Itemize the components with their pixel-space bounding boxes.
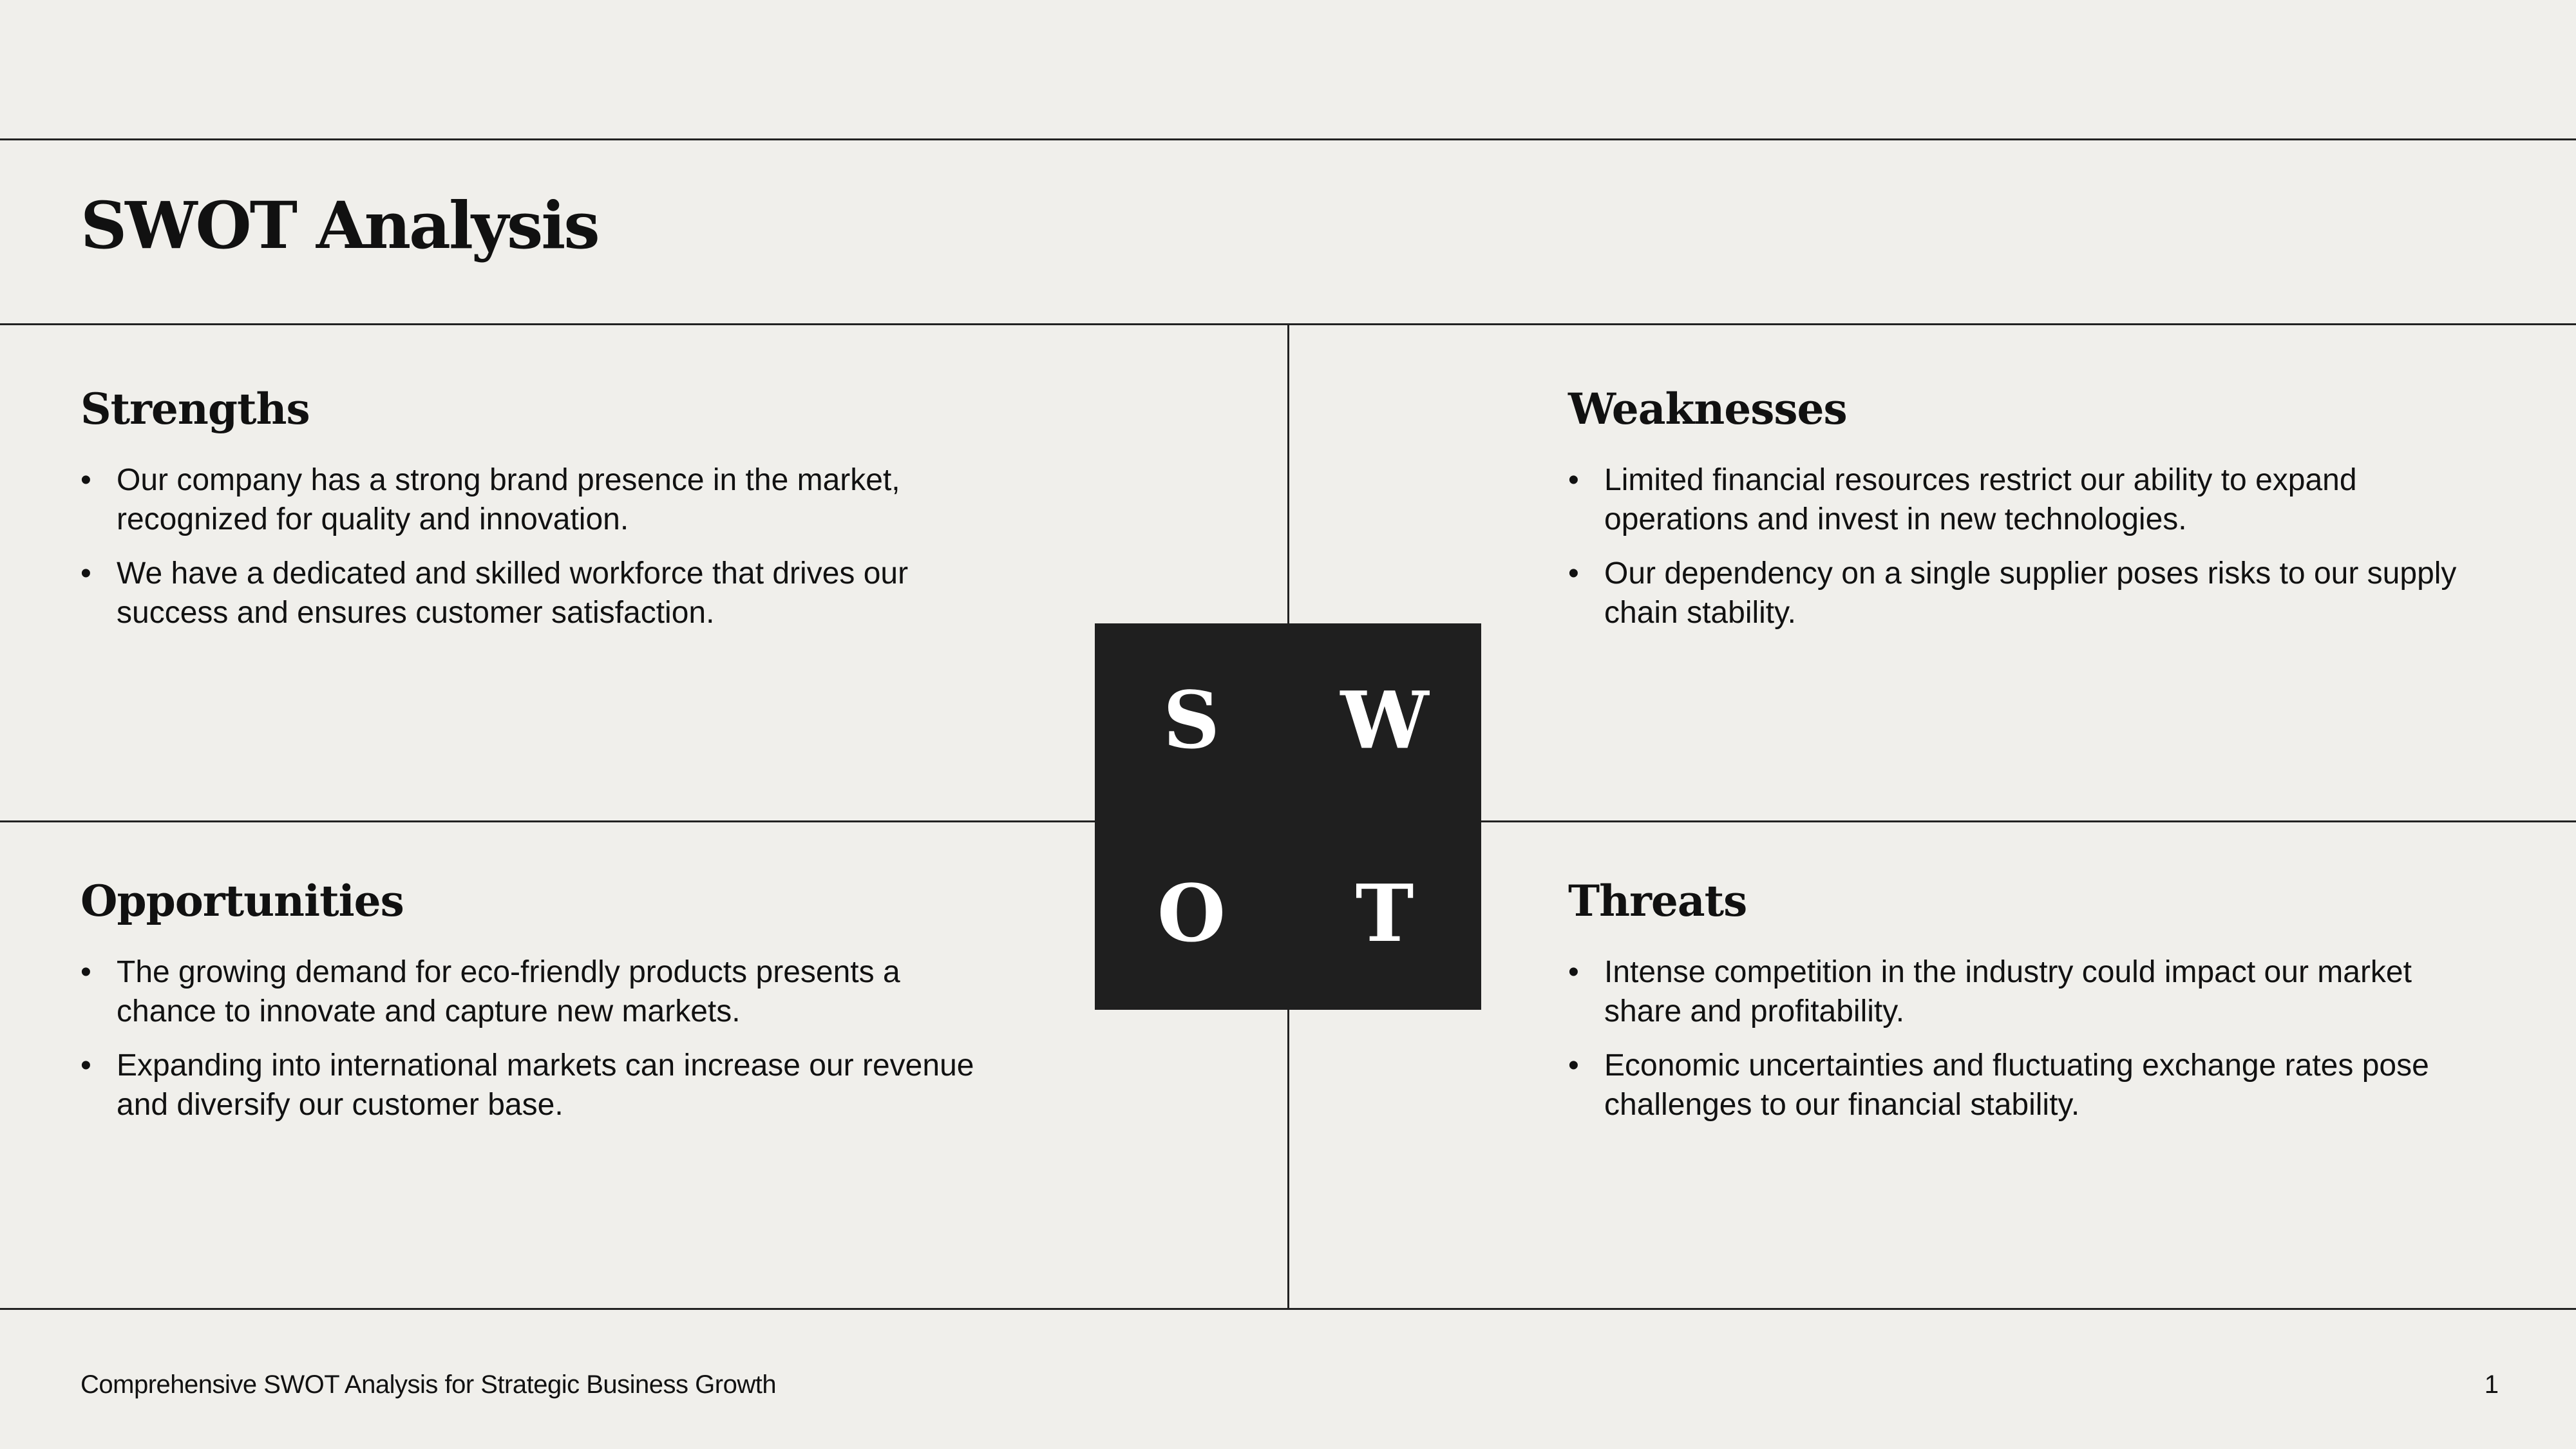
swot-letter-t: T [1355,867,1414,960]
list-item [80,460,1001,539]
bullet-text: Intense competition in the industry could impact our market share and profitability. [1604,955,2412,1028]
strengths-list [80,460,1001,632]
list-item [80,554,1001,632]
bullet-text: We have a dedicated and skilled workforce that drives our success and ensures customer satisfaction. [117,556,909,630]
list-item [1568,554,2489,632]
list-item [80,952,1001,1031]
page-number: 1 [2484,1370,2499,1399]
threats-quadrant [1568,874,2489,1139]
bullet-icon: • [80,556,91,591]
opportunities-quadrant [80,874,1001,1139]
weaknesses-title: Weaknesses [1568,384,1847,434]
bullet-text: Economic uncertainties and fluctuating exchange rates pose challenges to our financial stability. [1604,1048,2429,1122]
list-item [1568,952,2489,1031]
bullet-text: Limited financial resources restrict our ability to expand operations and invest in new technologies. [1604,463,2357,536]
swot-letter-o: O [1157,867,1226,960]
bullet-icon: • [1568,556,1579,591]
footer-divider [0,1308,2576,1310]
footer-caption: Comprehensive SWOT Analysis for Strategic Business Growth [80,1370,777,1399]
list-item [80,1046,1001,1124]
weaknesses-list [1568,460,2489,632]
bullet-icon: • [1568,463,1579,497]
opportunities-title: Opportunities [80,876,404,926]
list-item [1568,460,2489,539]
weaknesses-quadrant [1568,382,2489,647]
strengths-quadrant [80,382,1001,647]
bullet-text: Expanding into international markets can increase our revenue and diversify our customer base. [117,1048,974,1122]
bullet-icon: • [80,1048,91,1083]
opportunities-list [80,952,1001,1124]
bullet-icon: • [80,463,91,497]
list-item [1568,1046,2489,1124]
bullet-icon: • [80,955,91,989]
threats-title: Threats [1568,876,1747,926]
swot-letter-box [1095,623,1481,1010]
bullet-icon: • [1568,1048,1579,1083]
bullet-text: Our company has a strong brand presence in the market, recognized for quality and innovation. [117,463,900,536]
slide-title: SWOT Analysis [80,187,598,263]
swot-letter-s: S [1162,674,1220,766]
bullet-text: Our dependency on a single supplier poses risks to our supply chain stability. [1604,556,2457,630]
strengths-title: Strengths [80,384,310,434]
bullet-icon: • [1568,955,1579,989]
header-top-divider [0,138,2576,140]
bullet-text: The growing demand for eco-friendly products presents a chance to innovate and capture new markets. [117,955,900,1028]
threats-list [1568,952,2489,1124]
swot-letter-w: W [1340,674,1429,766]
